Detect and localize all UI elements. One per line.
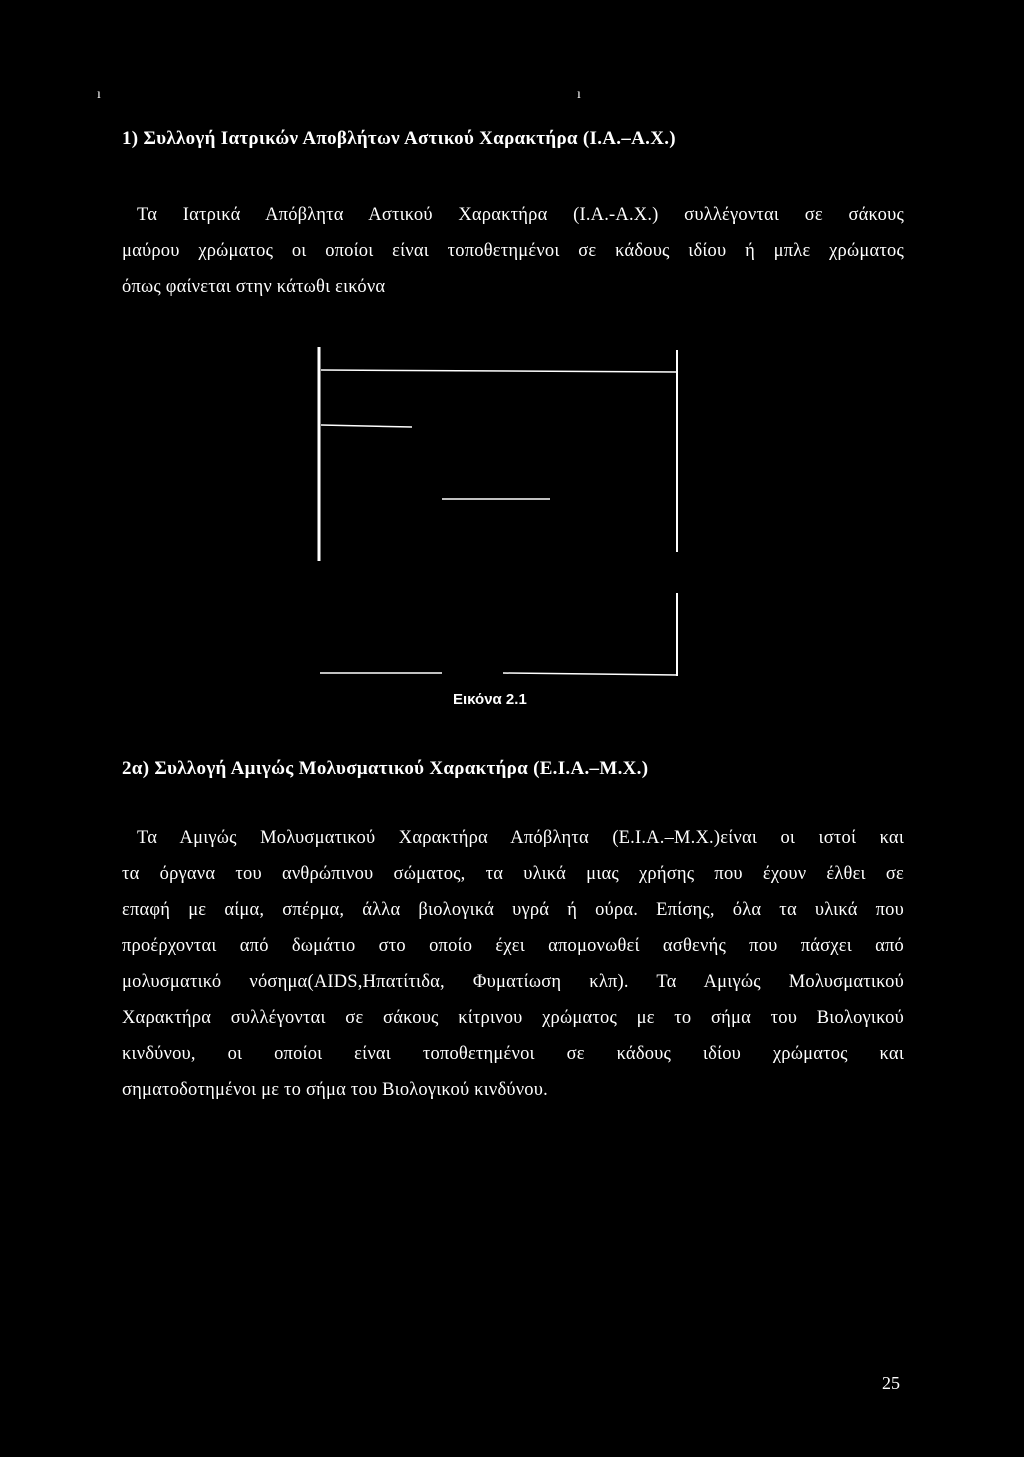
paragraph-line: σηματοδοτημένοι με το σήμα του Βιολογικού κινδύνου. bbox=[122, 1080, 548, 1100]
paragraph-line: μολυσματικό νόσημα(AIDS,Ηπατίτιδα, Φυματίωση κλπ). Τα Αμιγώς Μολυσματικού bbox=[122, 972, 904, 992]
paragraph-line: προέρχονται από δωμάτιο στο οποίο έχει απομονωθεί ασθενής που πάσχει από bbox=[122, 936, 904, 956]
section-2a-paragraph bbox=[122, 820, 904, 1108]
scan-mark-left: ı bbox=[97, 87, 101, 102]
figure-bin-image bbox=[300, 335, 700, 695]
paragraph-line: Χαρακτήρα συλλέγονται σε σάκους κίτρινου χρώματος με το σήμα του Βιολογικού bbox=[122, 1008, 904, 1028]
section-1-paragraph bbox=[122, 197, 904, 305]
bin-illustration bbox=[300, 335, 700, 695]
scan-mark-right: ı bbox=[577, 87, 581, 102]
paragraph-line: επαφή με αίμα, σπέρμα, άλλα βιολογικά υγρά ή ούρα. Επίσης, όλα τα υλικά που bbox=[122, 900, 904, 920]
page-number: 25 bbox=[882, 1373, 900, 1393]
paragraph-line: όπως φαίνεται στην κάτωθι εικόνα bbox=[122, 277, 386, 297]
paragraph-line: κινδύνου, οι οποίοι είναι τοποθετημένοι σε κάδους ιδίου χρώματος και bbox=[122, 1044, 904, 1064]
paragraph-line: Τα Αμιγώς Μολυσματικού Χαρακτήρα Απόβλητα (Ε.Ι.Α.–Μ.Χ.)είναι οι ιστοί και bbox=[137, 828, 904, 848]
section-1-heading: 1) Συλλογή Ιατρικών Αποβλήτων Αστικού Χαρακτήρα (Ι.Α.–Α.Χ.) bbox=[122, 128, 676, 149]
figure-caption: Εικόνα 2.1 bbox=[453, 691, 527, 708]
paragraph-line: μαύρου χρώματος οι οποίοι είναι τοποθετημένοι σε κάδους ιδίου ή μπλε χρώματος bbox=[122, 241, 904, 261]
bin-lid-line bbox=[321, 370, 677, 372]
paragraph-line: τα όργανα του ανθρώπινου σώματος, τα υλικά μιας χρήσης που έχουν έλθει σε bbox=[122, 864, 904, 884]
section-2a-heading: 2α) Συλλογή Αμιγώς Μολυσματικού Χαρακτήρα (Ε.Ι.Α.–Μ.Χ.) bbox=[122, 758, 649, 779]
bin-label-line bbox=[321, 425, 412, 427]
paragraph-line: Τα Ιατρικά Απόβλητα Αστικού Χαρακτήρα (Ι.Α.-Α.Χ.) συλλέγονται σε σάκους bbox=[137, 205, 904, 225]
bin-bottom-right bbox=[503, 673, 677, 675]
